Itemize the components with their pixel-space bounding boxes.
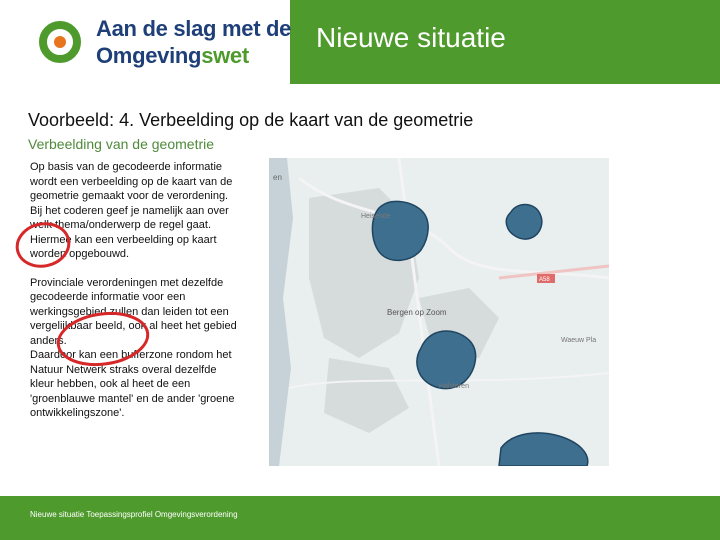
paragraph-bufferzone: Daardoor kan een bufferzone rondom het Natuur Netwerk straks overal dezelfde kleur hebben, ook al heet de een 'groenblauwe mantel' en de ander 'groene ontwikkelingszone'. [30, 349, 235, 419]
paragraph-coding: Op basis van de gecodeerde informatie wordt een verbeelding op de kaart van de geometrie gemaakt voor de verordening. Bij het coderen geef je namelijk aan over welk thema/onderwerp de regel gaat. Hiermee kan een verbeelding op kaart worden opgebouwd. [30, 161, 233, 260]
map-label-road: A58 [539, 277, 550, 283]
map-label-town: Heisende [361, 213, 391, 220]
map-label-edge: en [273, 173, 282, 182]
logo-text-main: Omgeving [96, 43, 202, 68]
omgevingswet-logo-icon [38, 20, 82, 64]
logo-text-line2 [96, 43, 249, 69]
geometry-map [269, 158, 609, 466]
werkingsgebied-area [372, 201, 428, 260]
header-bar [0, 0, 720, 84]
header-title: Nieuwe situatie [316, 22, 506, 53]
footer-bar [0, 496, 720, 540]
paragraph-verordeningen: Provinciale verordeningen met dezelfde gecodeerde informatie voor een werkingsgebied zullen dan leiden tot een vergelijkbaar beeld, ook al heet het gebied anders. [30, 276, 237, 347]
werkingsgebied-area [417, 331, 476, 389]
footer-text: Nieuwe situatie Toepassingsprofiel Omgevingsverordening [30, 510, 238, 519]
slide-title: Voorbeeld: 4. Verbeelding op de kaart van de geometrie [28, 110, 474, 130]
body-text [30, 160, 240, 435]
map-label-city: Bergen op Zoom [387, 308, 447, 317]
logo-text-accent: swet [201, 43, 249, 68]
map-label-bottom: Halsteren [439, 383, 469, 390]
logo-text-line1: Aan de slag met de [96, 16, 292, 41]
logo [0, 0, 290, 84]
slide-subtitle: Verbeelding van de geometrie [28, 136, 215, 152]
map-label-right: Waeuw Pla [561, 337, 597, 344]
